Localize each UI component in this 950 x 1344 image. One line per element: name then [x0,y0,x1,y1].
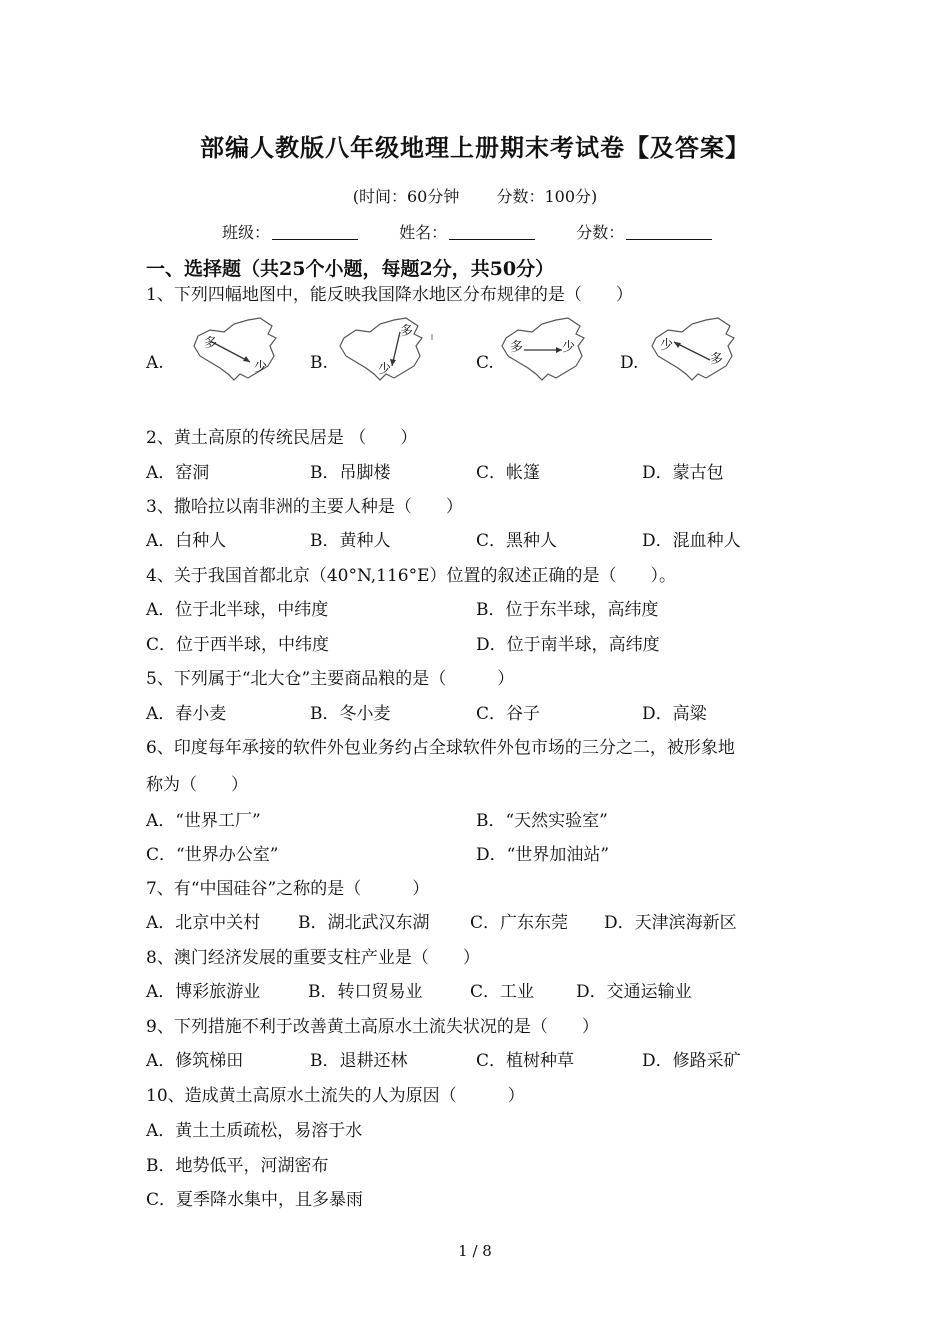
q5-option-a[interactable]: A．春小麦 [146,704,227,724]
page-number: 1 / 8 [458,1242,492,1260]
score-blank[interactable] [626,225,712,240]
exam-total-score: 分数：100分) [496,187,598,206]
question-6-line-2: 称为（ ） [146,775,248,795]
china-map-a [190,316,282,384]
q5-option-c[interactable]: C．谷子 [476,704,541,724]
q6-option-d[interactable]: D．“世界加油站” [476,845,610,865]
section-heading: 一、选择题（共25个小题，每题2分，共50分） [146,258,555,280]
question-1: 1、下列四幅地图中，能反映我国降水地区分布规律的是（ ） [146,285,633,305]
question-5: 5、下列属于“北大仓”主要商品粮的是（ ） [146,669,515,689]
q7-option-b[interactable]: B．湖北武汉东湖 [298,913,430,933]
student-fields [222,220,748,243]
china-map-b [338,316,438,384]
map-a-many: 多 [204,336,218,351]
q7-option-a[interactable]: A．北京中关村 [146,913,261,933]
q2-option-b[interactable]: B．吊脚楼 [310,463,391,483]
q2-option-a[interactable]: A．窑洞 [146,463,210,483]
question-2: 2、黄土高原的传统民居是 （ ） [146,428,418,448]
q1-option-d[interactable]: D. [620,353,639,373]
question-4: 4、关于我国首都北京（40°N,116°E）位置的叙述正确的是（ ）。 [146,566,676,586]
map-c-many: 多 [510,340,524,355]
q3-option-b[interactable]: B．黄种人 [310,531,391,551]
q6-option-c[interactable]: C．“世界办公室” [146,845,279,865]
q1-option-b[interactable]: B. [310,353,328,373]
q2-option-c[interactable]: C．帐篷 [476,463,541,483]
q9-option-a[interactable]: A．修筑梯田 [146,1051,244,1071]
q9-option-b[interactable]: B．退耕还林 [310,1051,408,1071]
q9-option-c[interactable]: C．植树种草 [476,1051,575,1071]
q3-option-d[interactable]: D．混血种人 [642,531,741,551]
map-b-few: 少 [378,362,392,377]
q5-option-b[interactable]: B．冬小麦 [310,704,391,724]
q6-option-b[interactable]: B．“天然实验室” [476,811,608,831]
map-a-few: 少 [254,360,268,375]
q5-option-d[interactable]: D．高粱 [642,704,707,724]
class-blank[interactable] [272,225,358,240]
score-field[interactable] [576,220,712,243]
class-field[interactable] [222,220,358,243]
question-7: 7、有“中国硅谷”之称的是（ ） [146,879,430,899]
q10-option-b[interactable]: B．地势低平，河湖密布 [146,1156,329,1176]
question-3: 3、撒哈拉以南非洲的主要人种是（ ） [146,497,463,517]
name-label: 姓名： [399,223,448,242]
q8-option-b[interactable]: B．转口贸易业 [308,982,423,1002]
q4-option-a[interactable]: A．位于北半球，中纬度 [146,600,329,620]
question-6-line-1: 6、印度每年承接的软件外包业务约占全球软件外包市场的三分之二，被形象地 [146,738,735,758]
china-map-d [650,316,742,384]
name-field[interactable] [399,220,535,243]
q7-option-d[interactable]: D．天津滨海新区 [604,913,737,933]
exam-info [0,184,950,207]
q10-option-c[interactable]: C．夏季降水集中，且多暴雨 [146,1190,364,1210]
map-d-few: 少 [660,338,674,353]
question-9: 9、下列措施不利于改善黄土高原水土流失状况的是（ ） [146,1017,599,1037]
exam-time: (时间：60分钟 [352,187,460,206]
q8-option-d[interactable]: D．交通运输业 [576,982,692,1002]
q2-option-d[interactable]: D．蒙古包 [642,463,724,483]
q7-option-c[interactable]: C．广东东莞 [470,913,569,933]
question-8: 8、澳门经济发展的重要支柱产业是（ ） [146,948,480,968]
q10-option-a[interactable]: A．黄土土质疏松，易溶于水 [146,1121,363,1141]
q1-option-a[interactable]: A. [146,353,164,373]
q4-option-b[interactable]: B．位于东半球，高纬度 [476,600,659,620]
map-c-few: 少 [562,340,576,355]
q8-option-c[interactable]: C．工业 [470,982,535,1002]
map-d-many: 多 [710,352,724,367]
q4-option-d[interactable]: D．位于南半球，高纬度 [476,635,660,655]
q1-option-c[interactable]: C. [476,353,494,373]
map-b-many: 多 [400,324,414,339]
q8-option-a[interactable]: A．博彩旅游业 [146,982,261,1002]
class-label: 班级： [222,223,271,242]
q3-option-c[interactable]: C．黑种人 [476,531,558,551]
q4-option-c[interactable]: C．位于西半球，中纬度 [146,635,330,655]
q6-option-a[interactable]: A．“世界工厂” [146,811,261,831]
question-10: 10、造成黄土高原水土流失的人为原因（ ） [146,1086,525,1106]
score-label: 分数： [576,223,625,242]
q3-option-a[interactable]: A．白种人 [146,531,227,551]
q9-option-d[interactable]: D．修路采矿 [642,1051,741,1071]
name-blank[interactable] [449,225,535,240]
china-map-c [500,316,592,384]
page-title: 部编人教版八年级地理上册期末考试卷【及答案】 [200,133,750,162]
